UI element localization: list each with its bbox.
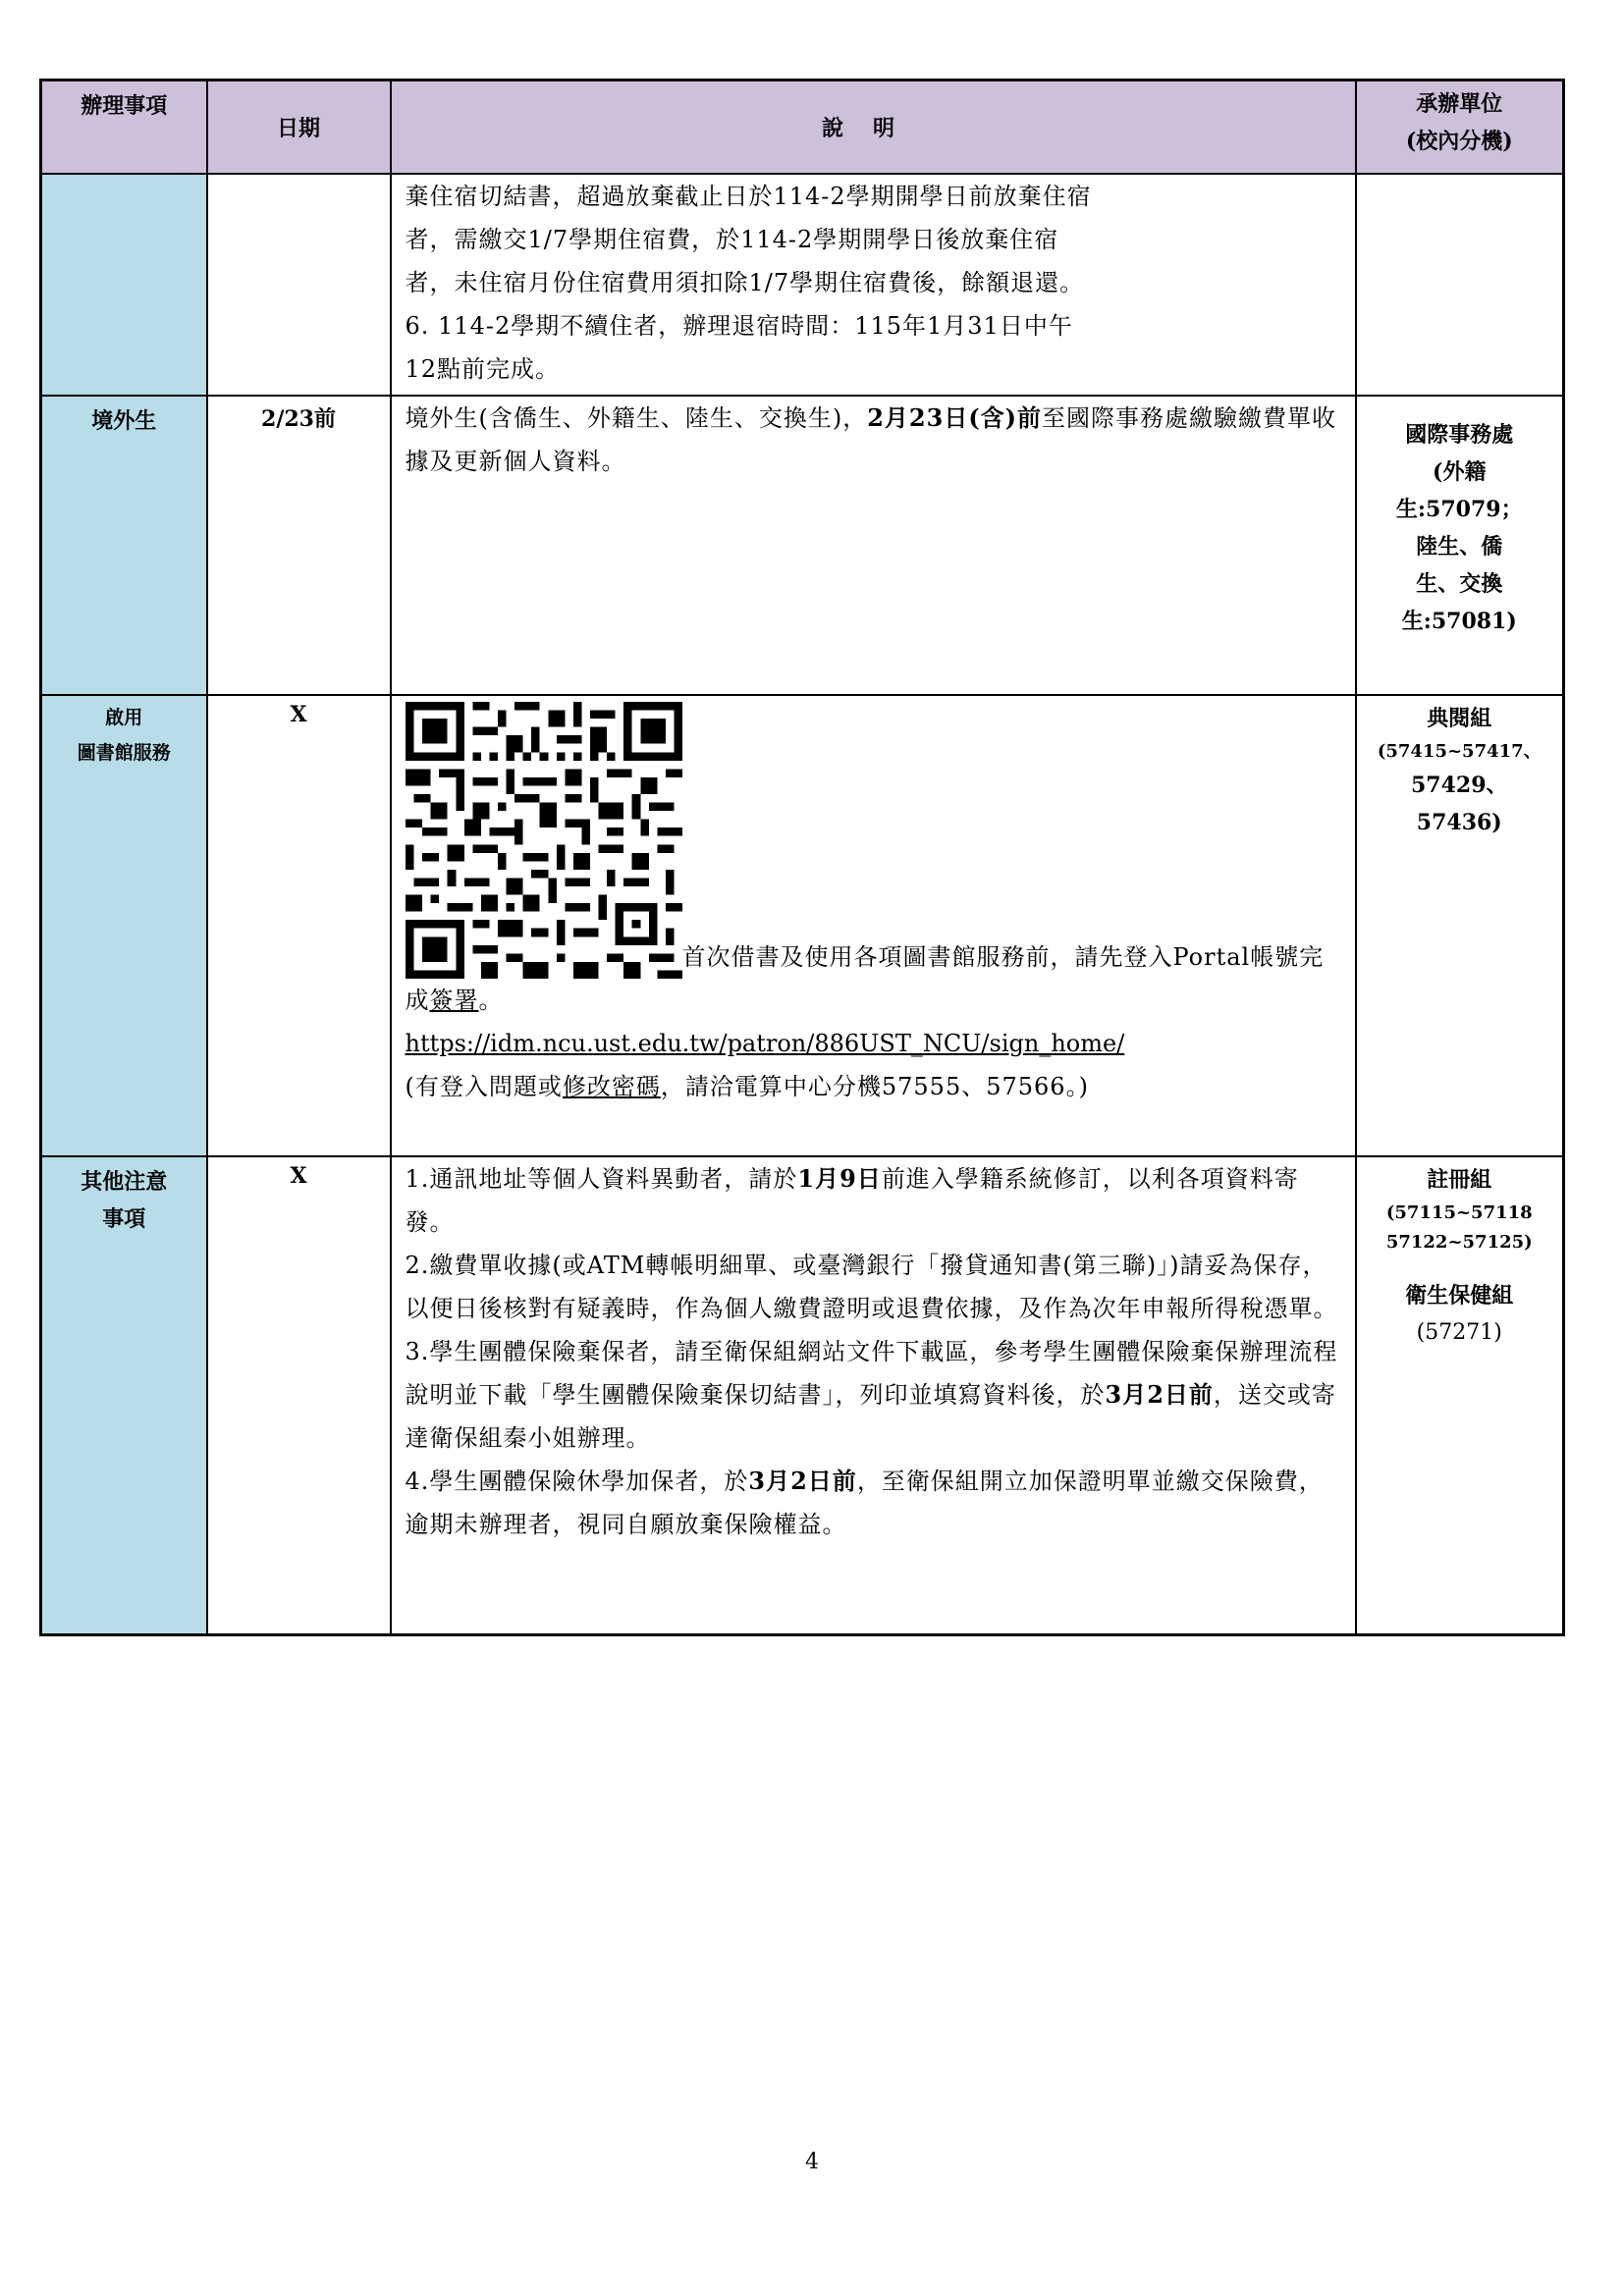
item-line: 啟用 [105, 707, 143, 728]
desc-text: ，至衛保組開立加保證明單並繳交保險費，逾期未辦理者，視同自願放棄保險權益。 [405, 1468, 1324, 1538]
row-unit-cell [1356, 695, 1564, 1156]
unit-line: 陸生、僑 [1416, 533, 1503, 560]
desc-bold-deadline: 3月2日前 [1105, 1380, 1214, 1409]
desc-text: 3.學生團體保險棄保者，請至衛保組網站文件下載區，參考學生團體保險棄保辦理流程說明並下載「學生團體保險棄保切結書」，列印並填寫資料後，於 [405, 1338, 1338, 1409]
row-date-cell: 2/23前 [207, 396, 391, 695]
item-line: 圖書館服務 [77, 742, 171, 764]
table-row [41, 695, 1564, 1156]
unit-ext: (57115~57118 [1385, 1202, 1533, 1223]
unit-line: (57415~57417、 [1377, 741, 1542, 762]
unit-line: 57436) [1416, 810, 1502, 835]
item-line: 事項 [102, 1206, 146, 1232]
desc-text: 。 [478, 987, 504, 1014]
qr-code-icon[interactable] [406, 702, 682, 979]
header-date: 日期 [207, 80, 391, 175]
desc-text: (有登入問題或 [405, 1073, 563, 1100]
header-description-label: 說明 [821, 116, 924, 141]
sign-link[interactable]: 簽署 [429, 987, 479, 1014]
unit-line: 典閱組 [1427, 706, 1492, 731]
desc-text: 至國際事務處繳驗繳費單收據及更新個人資料。 [405, 404, 1337, 475]
desc-line: 者，未住宿月份住宿費用須扣除1/7學期住宿費後，餘額退還。 [405, 269, 1085, 296]
desc-text: ，送交或寄達衛保組秦小姐辦理。 [405, 1381, 1336, 1452]
desc-text: ，請洽電算中心分機57555、57566。) [660, 1073, 1089, 1100]
row-item-cell [41, 174, 207, 396]
page-number: 4 [805, 2150, 819, 2174]
unit-line: 生:57081) [1401, 608, 1517, 634]
row-description-cell [391, 695, 1356, 1156]
unit-line: 57429、 [1410, 773, 1508, 798]
desc-text: 前進入學籍系統修訂，以利各項資料寄發。 [405, 1165, 1299, 1236]
desc-line: 棄住宿切結書，超過放棄截止日於114-2學期開學日前放棄住宿 [405, 183, 1092, 210]
header-item: 辦理事項 [41, 80, 207, 175]
unit-name: 衛生保健組 [1405, 1283, 1514, 1308]
library-sign-url-link[interactable]: https://idm.ncu.ust.edu.tw/patron/886UST_NCU/sign_home/ [405, 1030, 1125, 1057]
header-description [391, 80, 1356, 175]
header-unit [1356, 80, 1564, 175]
table-row [41, 1156, 1564, 1634]
table-header-row [41, 80, 1564, 175]
unit-line: (外籍 [1433, 458, 1487, 485]
note-item-3 [406, 1330, 1345, 1460]
row-description-cell [391, 396, 1356, 695]
row-item-cell [41, 695, 207, 1156]
unit-line: 生、交換 [1416, 570, 1503, 597]
desc-text: 4.學生團體保險休學加保者，於 [405, 1468, 749, 1495]
row-unit-cell [1356, 396, 1564, 695]
unit-line: 國際事務處 [1405, 421, 1514, 448]
desc-text: 境外生(含僑生、外籍生、陸生、交換生)， [405, 404, 868, 432]
note-item-2: 2.繳費單收據(或ATM轉帳明細單、或臺灣銀行「撥貸通知書(第三聯)」)請妥為保存，以便日後核對有疑義時，作為個人繳費證明或退費依據，及作為次年申報所得稅憑單。 [405, 1252, 1338, 1322]
row-date-cell: X [207, 1156, 391, 1634]
desc-line: 6. 114-2學期不續住者，辦理退宿時間：115年1月31日中午 [405, 312, 1073, 340]
table-row [41, 174, 1564, 396]
desc-text: 1.通訊地址等個人資料異動者，請於 [405, 1165, 798, 1193]
row-item-cell [41, 1156, 207, 1634]
schedule-table [39, 79, 1565, 1636]
header-unit-line2: (校內分機) [1405, 129, 1513, 154]
row-date-cell [207, 174, 391, 396]
row-unit-cell [1356, 174, 1564, 396]
unit-name: 註冊組 [1427, 1167, 1492, 1193]
desc-bold-deadline: 3月2日前 [748, 1467, 857, 1495]
note-item-1 [406, 1157, 1345, 1244]
row-unit-cell [1356, 1156, 1564, 1634]
header-unit-line1: 承辦單位 [1416, 91, 1503, 117]
desc-line: 者，需繳交1/7學期住宿費，於114-2學期開學日後放棄住宿 [405, 226, 1059, 253]
row-description-cell [391, 1156, 1356, 1634]
desc-bold-deadline: 1月9日 [797, 1164, 882, 1193]
row-item-cell: 境外生 [41, 396, 207, 695]
desc-bold-deadline: 2月23日(含)前 [867, 403, 1043, 432]
desc-text: 首次借書及使用各項圖書館服務前，請先登入Portal帳號完成 [405, 943, 1325, 1014]
desc-line: 12點前完成。 [405, 355, 561, 383]
row-description-cell [391, 174, 1356, 396]
table-row [41, 396, 1564, 695]
unit-line: 生:57079； [1395, 496, 1523, 522]
change-password-link[interactable]: 修改密碼 [562, 1073, 661, 1100]
unit-ext: (57271) [1416, 1320, 1502, 1345]
item-line: 其他注意 [81, 1169, 168, 1195]
row-date-cell: X [207, 695, 391, 1156]
unit-ext: 57122~57125) [1385, 1232, 1533, 1253]
note-item-4 [406, 1460, 1345, 1546]
